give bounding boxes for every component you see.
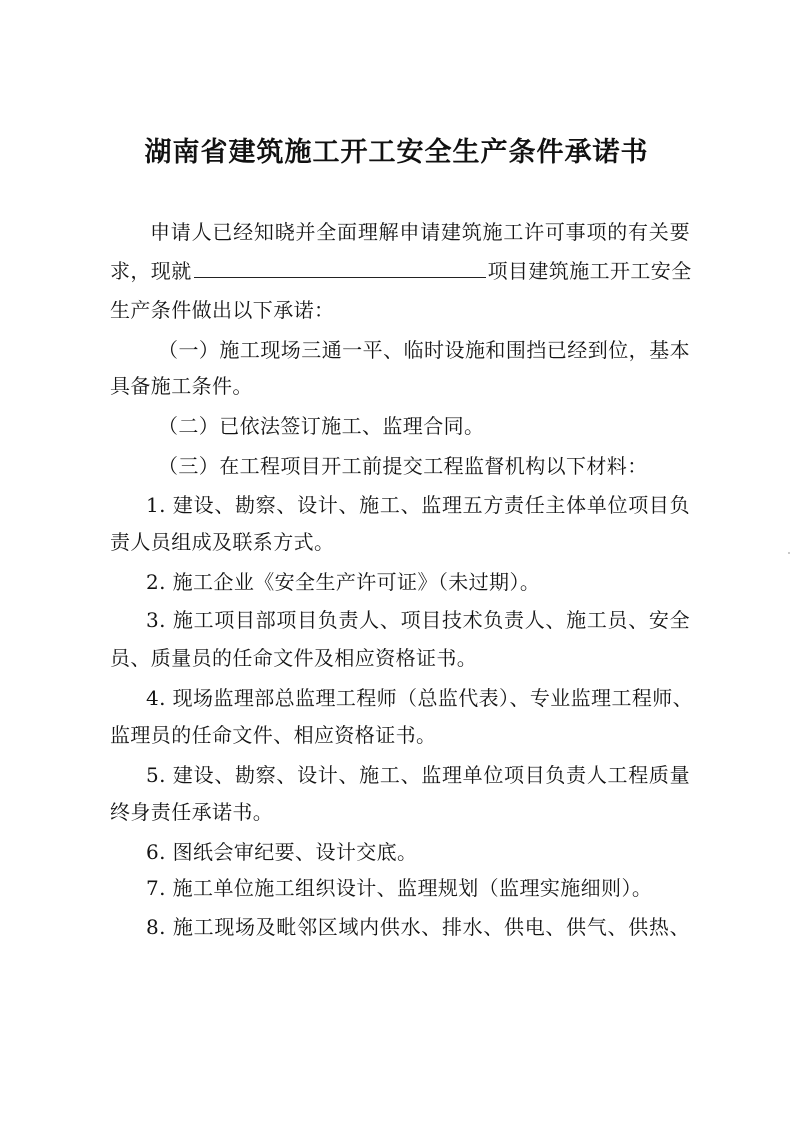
material-8: 8. 施工现场及毗邻区域内供水、排水、供电、供气、供热、 [146, 915, 690, 939]
intro-line-1: 申请人已经知晓并全面理解申请建筑施工许可事项的有关要 [150, 220, 690, 244]
project-name-blank [194, 253, 486, 278]
material-2: 2. 施工企业《安全生产许可证》（未过期）。 [146, 570, 541, 594]
item-3: （三）在工程项目开工前提交工程监督机构以下材料： [158, 454, 648, 478]
document-title: 湖南省建筑施工开工安全生产条件承诺书 [144, 137, 649, 168]
material-5-line-2: 终身责任承诺书。 [110, 800, 274, 824]
material-3-line-2: 员、质量员的任命文件及相应资格证书。 [110, 646, 478, 670]
intro-line-3: 生产条件做出以下承诺： [110, 298, 335, 322]
material-1-line-2: 责人员组成及联系方式。 [110, 530, 335, 554]
scan-speck [788, 552, 790, 554]
material-3-line-1: 3. 施工项目部项目负责人、项目技术负责人、施工员、安全 [146, 608, 690, 632]
material-4-line-1: 4. 现场监理部总监理工程师（总监代表）、专业监理工程师、 [146, 686, 694, 710]
intro-line-2 [110, 251, 690, 291]
intro-line-2-before: 求，现就 [110, 259, 192, 283]
material-1-line-1: 1. 建设、勘察、设计、施工、监理五方责任主体单位项目负 [146, 493, 690, 517]
material-7: 7. 施工单位施工组织设计、监理规划（监理实施细则）。 [146, 876, 653, 900]
intro-line-2-after: 项目建筑施工开工安全 [487, 259, 692, 283]
item-2: （二）已依法签订施工、监理合同。 [158, 414, 485, 438]
material-5-line-1: 5. 建设、勘察、设计、施工、监理单位项目负责人工程质量 [146, 763, 690, 787]
material-6: 6. 图纸会审纪要、设计交底。 [146, 840, 418, 864]
item-1-line-1: （一）施工现场三通一平、临时设施和围挡已经到位，基本 [158, 338, 690, 362]
item-1-line-2: 具备施工条件。 [110, 374, 253, 398]
material-4-line-2: 监理员的任命文件、相应资格证书。 [110, 723, 437, 747]
